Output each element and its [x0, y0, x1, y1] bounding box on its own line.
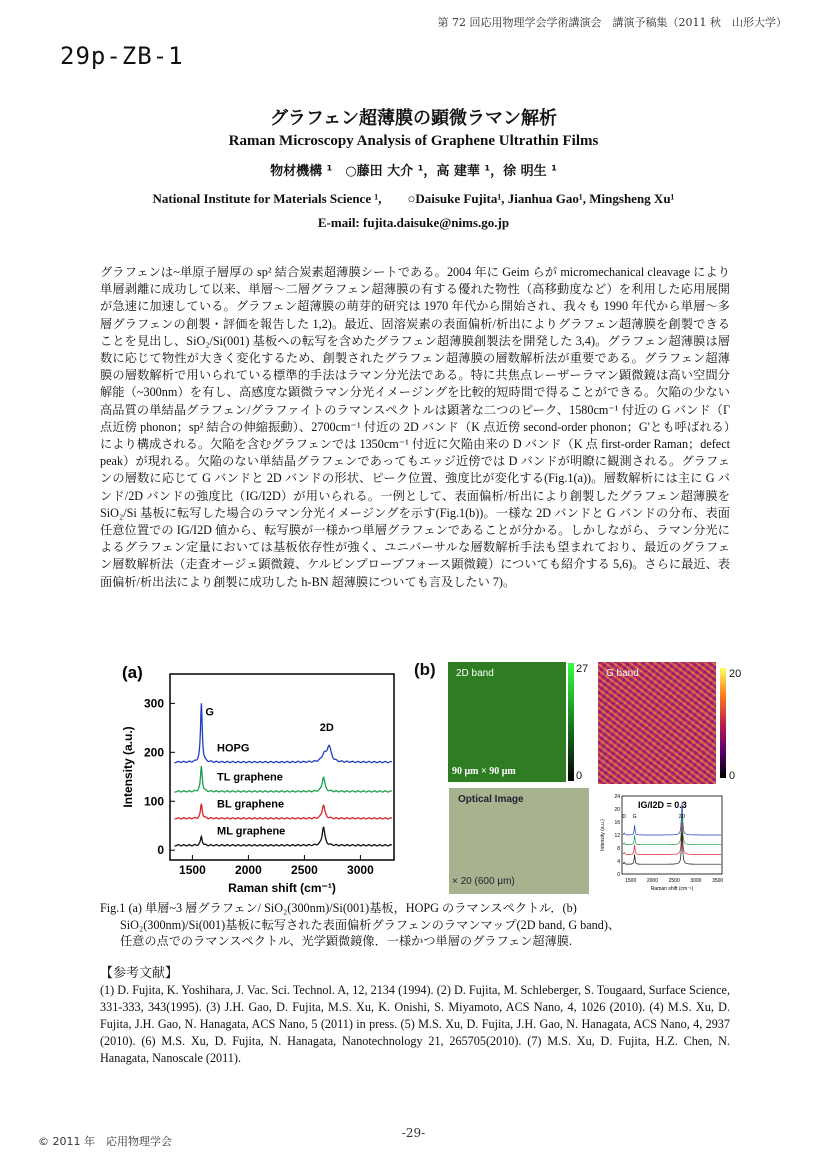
references-title: 【参考文献】: [100, 966, 179, 981]
raman-map-g-colorbar-max: 20: [729, 668, 742, 680]
caption-line: 任意の点でのラマンスペクトル、光学顕微鏡像．一様かつ単層のグラフェン超薄膜.: [120, 934, 573, 948]
caption-line: Fig.1 (a) 単層~3 層グラフェン/ SiO₂(300nm)/Si(001)基板，HOPG のラマンスペクトル．(b): [100, 901, 577, 915]
y-tick-label: 0: [157, 843, 164, 858]
y-tick-label: 100: [143, 794, 164, 809]
series-line-tl-graphene: [175, 766, 392, 792]
caption-line: SiO₂(300nm)/Si(001)基板に転写された表面偏析グラフェンのラマンマップ(2D band, G band)、: [120, 917, 621, 932]
references-list: (1) D. Fujita, K. Yoshihara, J. Vac. Sci. Technol. A, 12, 2134 (1994). (2) D. Fujita, M. Schleberger, S. Tougaard, Surface Science, 331-333, 343(1995). (3) J.H. Gao, D. Fujita, M.S. Xu, K. Onishi, S. Miyamoto, ACS Nano, 4, 1026 (2010). (4) M.S. Xu, D. Fujita, J.H. Gao, N. Hanagata, ACS Nano, 5 (2011) in press. (5) M.S. Xu, D. Fujita, J.H. Gao, N. Hanagata, ACS Nano, 4, 2937 (2010). (6) M.S. Xu, D. Fujita, N. Hanagata, Nanotechnology 21, 265705(2010). (7) M.S. Xu, D. Fujita, H.Z. Chen, N. Hanagata, Nanoscale (2011).: [100, 983, 730, 1065]
x-axis-label: Raman shift (cm⁻¹): [228, 881, 336, 895]
optical-image-title: Optical Image: [458, 794, 524, 805]
y-tick-label: 200: [143, 745, 164, 760]
figure-a-raman-chart: [118, 660, 404, 898]
figure-a-plot-area: [121, 674, 394, 895]
inset-y-tick-label: 8: [617, 846, 620, 852]
raman-map-g-title: G band: [606, 668, 639, 679]
inset-y-tick-label: 12: [614, 833, 620, 839]
raman-map-2d-title: 2D band: [456, 668, 494, 679]
series-label: ML graphene: [217, 825, 286, 838]
x-tick-label: 2000: [235, 863, 262, 877]
author-email: E-mail: fujita.daisuke@nims.go.jp: [317, 215, 510, 230]
inset-x-tick-label: 2000: [646, 878, 658, 884]
page-number: -29-: [401, 1126, 426, 1140]
title-english: Raman Microscopy Analysis of Graphene Ultrathin Films: [228, 133, 599, 149]
raman-map-g-colorbar: [720, 668, 726, 778]
inset-x-tick-label: 3500: [712, 878, 724, 884]
y-axis-label: Intensity (a.u.): [121, 726, 135, 808]
inset-y-tick-label: 4: [617, 859, 620, 865]
inset-x-tick-label: 3000: [690, 878, 702, 884]
raman-map-2d-scale-text: 90 μm × 90 μm: [452, 766, 516, 777]
inset-y-tick-label: 0: [617, 872, 620, 878]
raman-map-2d-colorbar-max: 27: [576, 663, 589, 675]
series-label: HOPG: [217, 742, 250, 755]
y-tick-label: 300: [143, 696, 164, 711]
figure-a-panel-label: (a): [122, 663, 143, 682]
title-japanese: グラフェン超薄膜の顕微ラマン解析: [269, 108, 558, 129]
inset-peak-annotation: 2D: [678, 814, 686, 820]
inset-peak-annotation: G: [632, 814, 637, 820]
raman-map-2d-colorbar: [568, 663, 574, 781]
annotation-2d: 2D: [319, 721, 334, 734]
inset-y-axis-label: Intensity (a.u.): [600, 819, 606, 851]
raman-map-2d-band: [448, 662, 566, 782]
series-label: BL graphene: [217, 798, 285, 811]
raman-map-2d-colorbar-min: 0: [576, 770, 583, 782]
abstract-paragraph: グラフェンは~単原子層厚の sp² 結合炭素超薄膜シートである。2004 年に Geim らが micromechanical cleavage により単層剥離に成功して以来、単層～二層グラフェン超薄膜の有する優れた物性（高移動度など）を利用した応用展開が急速に加速している。グラフェン超薄膜の萌芽的研究は 1970 年代から開始され、我々も 1990 年代から単層～多層グラフェンの創製・評価を報告した 1,2)。最近、固溶炭素の表面偏析/析出によりグラフェン超薄膜を創製できることを見出し、SiO₂/Si(001) 基板への転写を含めたグラフェン超薄膜創製法を開発した 3,4)。グラフェン超薄膜は層数に応じて物性が大きく変化するため、創製されたグラフェン超薄膜の層数解析法が重要である。グラフェン超薄膜の層数解析で用いられている標準的手法はラマン分光法である。特に共焦点レーザーラマン顕微鏡は高い空間分解能（~300nm）を有し、高感度な顕微ラマン分光イメージングを比較的短時間で得ることができる。欠陥の少ない高品質の単結晶グラフェン/グラファイトのラマンスペクトルは顕著な二つのピーク、1580cm⁻¹ 付近の G バンド（Γ点近傍 phonon；sp² 結合の伸縮振動）、2700cm⁻¹ 付近の 2D バンド（K 点近傍 second-order phonon；G'とも呼ばれる）により構成される。欠陥を含むグラフェンでは 1350cm⁻¹ 付近に欠陥由来の D バンド（K 点 first-order Raman；defect peak）が現れる。欠陥のない単結晶グラフェンであってもエッジ近傍では D バンドが明瞭に観測される。グラフェンの層数に応じて G バンドと 2D バンドの形状、ピーク位置、強度比が変化する(Fig.1(a))。層数解析には主に G バンド/2D バンドの強度比（IG/I2D）が用いられる。一例として、表面偏析/析出により創製したグラフェン超薄膜を SiO₂/Si 基板に転写した場合のラマン分光イメージングを示す(Fig.1(b))。一様な 2D バンドと G バンドの分布、表面任意位置での IG/I2D 値から、転写膜が一様かつ単層グラフェンであることが分かる。しかしながら、ラマン分光によるグラフェン定量においては基板依存性が強く、ユニバーサルな層数解析手法も望まれており、最近のグラフェン層数解析法（走査オージェ顕微鏡、ケルビンプローブフォース顕微鏡）についても紹介する 5,6)。さらに最近、表面偏析/析出法により創製に成功した h-BN 超薄膜についても言及したい 7)。: [100, 265, 730, 589]
inset-y-tick-label: 20: [614, 807, 620, 813]
paper-code: 29p-ZB-1: [60, 42, 184, 70]
abstract-body: [100, 264, 730, 591]
authors-japanese: 物材機構 ¹ ○藤田 大介 ¹，高 建華 ¹，徐 明生 ¹: [270, 164, 557, 179]
inset-x-tick-label: 1500: [625, 878, 637, 884]
figure-b-panel-label: (b): [414, 660, 436, 679]
figure-caption: [100, 900, 730, 950]
inset-y-tick-label: 24: [614, 794, 620, 800]
inset-x-tick-label: 2500: [668, 878, 680, 884]
footer-copyright: © 2011 年 応用物理学会: [38, 1135, 172, 1148]
optical-image-scale-text: × 20 (600 μm): [452, 876, 515, 887]
inset-x-axis-label: Raman shift (cm⁻¹): [650, 886, 694, 892]
raman-map-g-band: [598, 662, 716, 784]
inset-y-tick-label: 16: [614, 820, 620, 826]
x-tick-label: 3000: [347, 863, 374, 877]
series-label: TL graphene: [217, 771, 283, 784]
annotation-g: G: [205, 706, 214, 719]
conference-header: 第 72 回応用物理学会学術講演会 講演予稿集（2011 秋 山形大学）: [437, 16, 787, 29]
authors-english: National Institute for Materials Science ¹, ○Daisuke Fujita¹, Jianhua Gao¹, Mingsheng Xu¹: [152, 191, 675, 206]
inset-ratio-label: IG/I2D = 0.3: [638, 800, 687, 810]
raman-map-g-colorbar-min: 0: [729, 770, 736, 782]
figure-b-inset-spectra: [598, 788, 730, 898]
x-tick-label: 2500: [291, 863, 318, 877]
inset-peak-annotation: D: [622, 814, 626, 820]
x-tick-label: 1500: [179, 863, 206, 877]
